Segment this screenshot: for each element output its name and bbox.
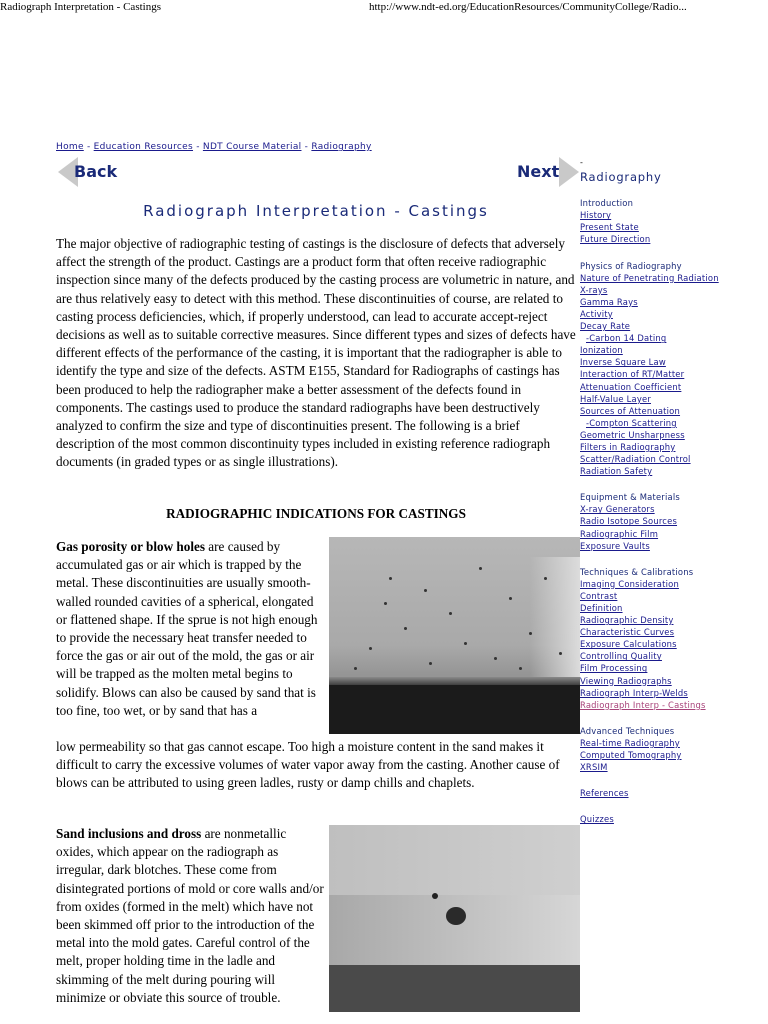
sidebar-item — [580, 737, 768, 749]
gas-porosity-radiograph-image — [329, 537, 580, 734]
sidebar-item — [580, 221, 768, 233]
sidebar — [580, 157, 768, 839]
sidebar-link[interactable]: Filters in Radiography — [580, 441, 676, 452]
sidebar-item — [580, 393, 768, 405]
sidebar-link[interactable]: Real-time Radiography — [580, 737, 680, 748]
sidebar-link[interactable]: Scatter/Radiation Control — [580, 454, 691, 465]
gas-porosity-paragraph-continued: low permeability so that gas cannot escape. Too high a moisture content in the sand makes it difficult to carry the excessive volumes of water vapor away from the casting. Another cause of blows can be attributed to using green ladles, rusty or damp chills and chaplets. — [56, 739, 560, 791]
breadcrumb-separator: - — [304, 142, 312, 152]
sidebar-item — [580, 417, 768, 429]
sidebar-item — [580, 650, 768, 662]
sidebar-groups — [580, 197, 768, 825]
sidebar-link[interactable]: Attenuation Coefficient — [580, 381, 682, 392]
sidebar-group-title: Techniques & Calibrations — [580, 566, 694, 577]
sidebar-item — [580, 626, 768, 638]
sidebar-group — [580, 787, 768, 799]
sand-inclusions-text: are nonmetallic oxides, which appear on the radiograph as irregular, dark blotches. These come from disintegrated portions of mold or core walls and/or from oxides (formed in the melt) which have not been skimmed off prior to the introduction of the metal into the mold gates. Careful control of the melt, proper holding time in the ladle and skimming of the melt during pouring will minimize or obviate this source of trouble. — [56, 826, 324, 1005]
sidebar-link[interactable]: Future Direction — [580, 234, 651, 245]
sidebar-heading: Radiography — [580, 170, 662, 185]
sidebar-item — [580, 699, 768, 711]
sidebar-item — [580, 441, 768, 453]
sidebar-item — [580, 209, 768, 221]
sidebar-item — [580, 344, 768, 356]
sidebar-item — [580, 284, 768, 296]
sidebar-item — [580, 332, 768, 344]
sidebar-item — [580, 638, 768, 650]
sidebar-link[interactable]: Geometric Unsharpness — [580, 429, 685, 440]
next-button-label: Next — [517, 162, 560, 181]
sidebar-link[interactable]: Radiographic Film — [580, 528, 659, 539]
sidebar-group-title: Physics of Radiography — [580, 260, 682, 271]
sidebar-link[interactable]: Radio Isotope Sources — [580, 516, 678, 527]
sidebar-item — [580, 578, 768, 590]
sidebar-link[interactable]: Exposure Vaults — [580, 540, 650, 551]
sand-inclusions-radiograph-image — [329, 825, 580, 1012]
breadcrumb-radiography[interactable]: Radiography — [311, 142, 372, 152]
sand-inclusions-paragraph — [56, 825, 324, 1007]
sidebar-link[interactable]: Sources of Attenuation — [580, 405, 681, 416]
sidebar-link[interactable]: Present State — [580, 222, 639, 233]
sidebar-link[interactable]: Decay Rate — [580, 321, 631, 332]
sidebar-link[interactable]: Imaging Consideration — [580, 578, 679, 589]
sidebar-link[interactable]: Ionization — [580, 345, 623, 356]
sidebar-item — [580, 308, 768, 320]
sidebar-item — [580, 465, 768, 477]
browser-url: http://www.ndt-ed.org/EducationResources/CommunityCollege/Radio... — [369, 1, 687, 13]
sidebar-link[interactable]: Radiograph Interp-Welds — [580, 687, 688, 698]
sidebar-item — [580, 405, 768, 417]
sidebar-link[interactable]: Inverse Square Law — [580, 357, 666, 368]
sidebar-item — [580, 429, 768, 441]
sidebar-item — [580, 602, 768, 614]
section-heading: RADIOGRAPHIC INDICATIONS FOR CASTINGS — [166, 506, 466, 521]
sidebar-link[interactable]: -Carbon 14 Dating — [586, 333, 667, 344]
sidebar-link[interactable]: Quizzes — [580, 814, 614, 825]
sidebar-link[interactable]: Radiation Safety — [580, 466, 653, 477]
sidebar-group — [580, 566, 768, 711]
sidebar-item — [580, 687, 768, 699]
sidebar-link[interactable]: Gamma Rays — [580, 296, 638, 307]
sidebar-group-title: Equipment & Materials — [580, 492, 680, 503]
browser-page-title: Radiograph Interpretation - Castings — [0, 1, 161, 13]
sidebar-group — [580, 491, 768, 551]
sidebar-link[interactable]: XRSIM — [580, 762, 608, 773]
sidebar-item — [580, 675, 768, 687]
sidebar-link[interactable]: X-rays — [580, 284, 608, 295]
back-button-label: Back — [74, 162, 118, 181]
sidebar-link[interactable]: Controlling Quality — [580, 651, 662, 662]
sidebar-group — [580, 725, 768, 773]
sidebar-link[interactable]: Nature of Penetrating Radiation — [580, 272, 719, 283]
sidebar-item — [580, 233, 768, 245]
sidebar-item — [580, 787, 768, 799]
sidebar-item — [580, 749, 768, 761]
gas-porosity-term: Gas porosity or blow holes — [56, 539, 205, 554]
page-title: Radiograph Interpretation - Castings — [143, 202, 489, 220]
sidebar-group — [580, 813, 768, 825]
breadcrumb-separator: - — [86, 142, 94, 152]
breadcrumb-separator: - — [196, 142, 203, 152]
sidebar-item — [580, 761, 768, 773]
sidebar-group — [580, 260, 768, 478]
sidebar-dash: - — [580, 158, 584, 167]
sidebar-item — [580, 614, 768, 626]
breadcrumb-home[interactable]: Home — [56, 142, 84, 152]
sand-inclusions-term: Sand inclusions and dross — [56, 826, 202, 841]
sidebar-item — [580, 272, 768, 284]
sidebar-item — [580, 540, 768, 552]
sidebar-item — [580, 503, 768, 515]
gas-porosity-text: are caused by accumulated gas or air which is trapped by the metal. These discontinuities are usually smooth-walled rounded cavities of a spherical, elongated or flattened shape. If the sprue is not high enough to provide the necessary heat transfer needed to force the gas or air out of the mold, the gas or air will be trapped as the molten metal begins to solidify. Blows can also be caused by sand that is too fine, too wet, or by sand that has a — [56, 539, 318, 718]
sidebar-item — [580, 515, 768, 527]
sidebar-link[interactable]: X-ray Generators — [580, 504, 655, 515]
sidebar-link[interactable]: Half-Value Layer — [580, 393, 651, 404]
breadcrumb — [56, 142, 372, 152]
sidebar-link[interactable]: Radiograph Interp - Castings — [580, 699, 706, 710]
sidebar-item — [580, 381, 768, 393]
sidebar-item — [580, 356, 768, 368]
sidebar-link[interactable]: Radiographic Density — [580, 615, 674, 626]
sidebar-item — [580, 368, 768, 380]
sidebar-item — [580, 813, 768, 825]
sidebar-link[interactable]: Film Processing — [580, 663, 648, 674]
sidebar-link[interactable]: Interaction of RT/Matter — [580, 369, 685, 380]
sidebar-item — [580, 453, 768, 465]
sidebar-group — [580, 197, 768, 245]
sidebar-link[interactable]: Activity — [580, 308, 613, 319]
sidebar-item — [580, 590, 768, 602]
breadcrumb-ndt-course-material[interactable]: NDT Course Material — [202, 142, 302, 152]
sidebar-item — [580, 320, 768, 332]
next-button[interactable] — [515, 157, 579, 187]
sidebar-link[interactable]: History — [580, 210, 612, 221]
sidebar-item — [580, 662, 768, 674]
next-arrow-icon — [559, 157, 579, 187]
sidebar-link[interactable]: Contrast — [580, 590, 618, 601]
sidebar-link[interactable]: -Compton Scattering — [586, 417, 677, 428]
gas-porosity-paragraph — [56, 538, 324, 720]
sidebar-link[interactable]: References — [580, 788, 629, 799]
sidebar-group-title: Introduction — [580, 198, 634, 209]
sidebar-link[interactable]: Viewing Radiographs — [580, 675, 672, 686]
back-button[interactable] — [58, 157, 120, 187]
sidebar-group-title: Advanced Techniques — [580, 725, 675, 736]
sidebar-link[interactable]: Computed Tomography — [580, 750, 682, 761]
sidebar-item — [580, 528, 768, 540]
sidebar-link[interactable]: Characteristic Curves — [580, 627, 675, 638]
sidebar-link[interactable]: Exposure Calculations — [580, 639, 677, 650]
sidebar-link[interactable]: Definition — [580, 603, 623, 613]
intro-paragraph: The major objective of radiographic testing of castings is the disclosure of defects that adversely affect the strength of the product. Castings are a product form that often receive radiographic inspection since many of the defects produced by the casting process are volumetric in nature, and are thus relatively easy to detect with this method. These discontinuities of course, are related to casting process deficiencies, which, if properly understood, can lead to accurate accept-reject decisions as well as to suitable corrective measures. Since different types and sizes of defects have different effects of the performance of the casting, it is important that the radiographer is able to identify the type and size of the defects. ASTM E155, Standard for Radiographs of castings has been produced to help the radiographer make a better assessment of the defects found in components. The castings used to produce the standard radiographs have been destructively analyzed to confirm the size and type of discontinuities present. The following is a brief description of the most common discontinuity types included in existing reference radiograph documents (in graded types or as single illustrations). — [56, 236, 576, 470]
breadcrumb-education-resources[interactable]: Education Resources — [93, 142, 194, 152]
sidebar-item — [580, 296, 768, 308]
